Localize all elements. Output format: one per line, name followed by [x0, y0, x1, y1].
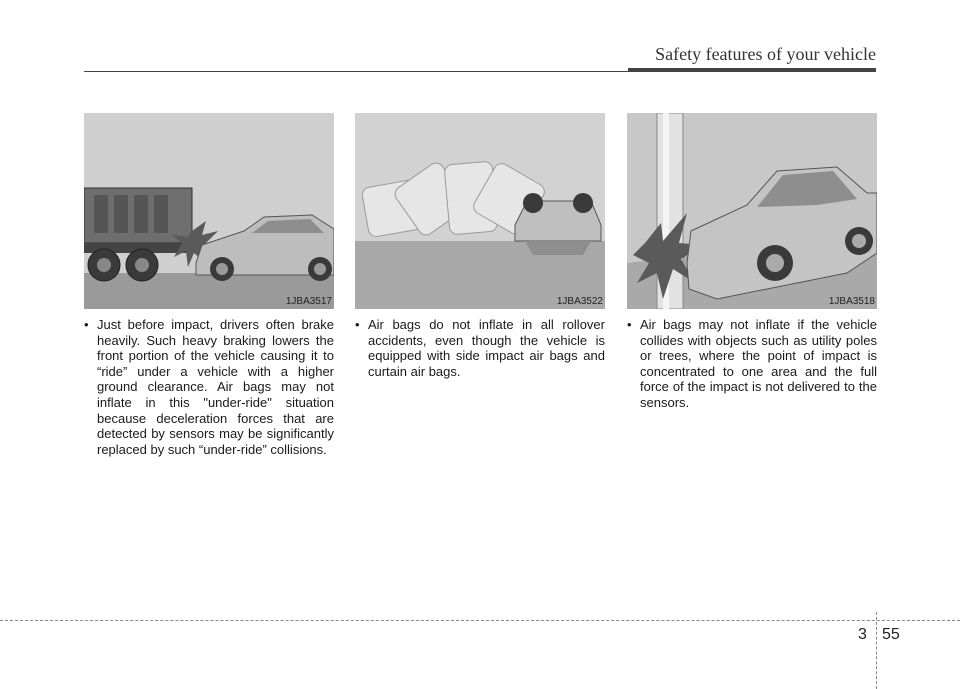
bullet-text: • Air bags may not inflate if the vehicle collides with objects such as utility poles or trees, where the point of impact is concentrated to one area and the full force of the impact is not delivered to the sensors. [627, 317, 877, 411]
paragraph-pole-collision [627, 317, 877, 411]
under-ride-illustration [84, 113, 334, 309]
figure-under-ride [84, 113, 334, 309]
chapter-number: 3 [858, 626, 867, 643]
figure-code: 1JBA3517 [285, 296, 332, 307]
bullet-text: • Air bags do not inflate in all rollover accidents, even though the vehicle is equipped with side impact air bags and curtain air bags. [355, 317, 605, 379]
footer-rule [0, 620, 960, 621]
figure-pole-collision [627, 113, 877, 309]
header-rule-accent [628, 68, 876, 72]
page-number: 55 [882, 626, 900, 643]
pole-collision-illustration [627, 113, 877, 309]
figure-rollover [355, 113, 605, 309]
footer-divider [876, 612, 877, 689]
bullet-text: • Just before impact, drivers often brake heavily. Such heavy braking lowers the front portion of the vehicle causing it to “ride” under a vehicle with a higher ground clearance. Air bags may not inflate in this "under-ride" situation because deceleration forces that are detected by sensors may be significantly replaced by such “under-ride” collisions. [84, 317, 334, 457]
paragraph-under-ride [84, 317, 334, 457]
header-title: Safety features of your vehicle [655, 44, 876, 64]
paragraph-rollover [355, 317, 605, 379]
rollover-illustration [355, 113, 605, 309]
figure-code: 1JBA3522 [556, 296, 603, 307]
figure-code: 1JBA3518 [828, 296, 875, 307]
